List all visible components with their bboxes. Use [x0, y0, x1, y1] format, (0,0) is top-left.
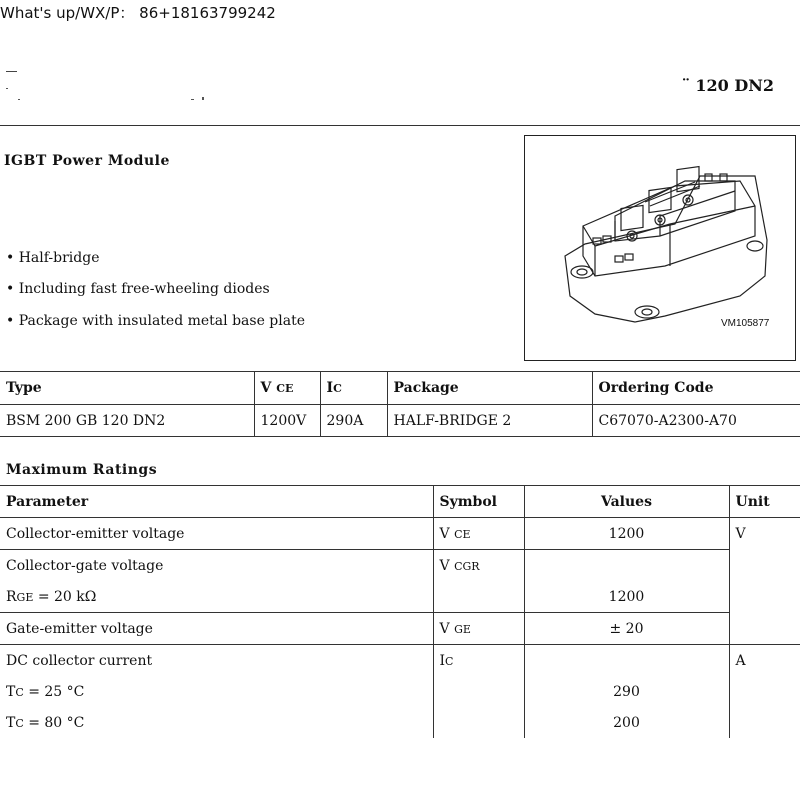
param-sub: GE	[16, 590, 34, 604]
unit-cell	[729, 707, 800, 738]
value-cell: 1200	[524, 518, 729, 550]
param-rest: = 20 kΩ	[33, 588, 97, 605]
symbol-main: I	[439, 652, 446, 669]
table-row	[0, 707, 800, 738]
cell-ordering-code: C67070-A2300-A70	[592, 405, 800, 437]
symbol-main: V	[439, 525, 450, 542]
param-rest: = 25 °C	[23, 683, 85, 700]
igbt-module-drawing	[525, 136, 795, 360]
col-ordering-code: Ordering Code	[592, 372, 800, 405]
param-sub: C	[15, 685, 24, 699]
col-unit: Unit	[729, 486, 800, 518]
col-values: Values	[524, 486, 729, 518]
vce-main: V	[260, 380, 272, 396]
table-row	[0, 581, 800, 613]
symbol-cell	[433, 550, 524, 582]
col-symbol: Symbol	[433, 486, 524, 518]
module-image	[524, 135, 796, 361]
col-package: Package	[387, 372, 592, 405]
cell-vce: 1200V	[254, 405, 320, 437]
symbol-main: V	[439, 620, 450, 637]
contact-watermark: What's up/WX/P： 86+18163799242	[0, 4, 276, 22]
table-row	[0, 676, 800, 707]
symbol-cell	[433, 581, 524, 613]
symbol-sub: CE	[454, 527, 471, 541]
param-main: T	[6, 683, 16, 700]
unit-cell	[729, 550, 800, 582]
param-cell	[0, 676, 433, 707]
symbol-cell	[433, 676, 524, 707]
max-ratings-heading: Maximum Ratings	[6, 462, 158, 478]
unit-cell	[729, 581, 800, 613]
product-heading: IGBT Power Module	[4, 153, 170, 169]
unit-cell	[729, 613, 800, 645]
table-row	[0, 518, 800, 550]
value-cell: 1200	[524, 581, 729, 613]
ic-main: I	[326, 380, 334, 396]
param-main: T	[6, 714, 16, 731]
param-cell: DC collector current	[6, 652, 153, 669]
symbol-sub: GE	[454, 622, 471, 636]
unit-cell: A	[729, 645, 800, 677]
value-cell: 200	[524, 707, 729, 738]
param-cell	[0, 581, 433, 613]
symbol-main: V	[439, 557, 450, 574]
symbol-cell	[433, 645, 524, 677]
table-row	[0, 405, 800, 437]
scan-artifacts	[0, 0, 300, 110]
col-ic	[320, 372, 387, 405]
part-number-title: ̈ 120 DN2	[689, 76, 774, 95]
col-vce	[254, 372, 320, 405]
symbol-sub: C	[445, 654, 454, 668]
image-label: VM105877	[721, 318, 770, 329]
vce-sub: CE	[276, 382, 294, 395]
unit-cell	[729, 676, 800, 707]
param-cell: Gate-emitter voltage	[0, 613, 433, 645]
unit-cell: V	[729, 518, 800, 550]
type-table	[0, 371, 800, 437]
param-sub: C	[15, 716, 24, 730]
table-row	[0, 645, 800, 677]
max-ratings-table	[0, 485, 800, 738]
feature-half-bridge: • Half-bridge	[6, 250, 100, 266]
table-row	[0, 550, 800, 582]
value-cell	[524, 550, 729, 582]
header-rule	[0, 125, 800, 126]
cell-package: HALF-BRIDGE 2	[387, 405, 592, 437]
param-cell: Collector-gate voltage	[6, 557, 164, 574]
max-ratings-header	[0, 486, 800, 518]
param-cell	[0, 707, 433, 738]
feature-diodes: • Including fast free-wheeling diodes	[6, 281, 270, 297]
value-cell: 290	[524, 676, 729, 707]
type-table-header	[0, 372, 800, 405]
feature-base-plate: • Package with insulated metal base plate	[6, 313, 305, 329]
cell-type: BSM 200 GB 120 DN2	[0, 405, 254, 437]
param-main: R	[6, 588, 17, 605]
cell-ic: 290A	[320, 405, 387, 437]
param-cell: Collector-emitter voltage	[0, 518, 433, 550]
value-cell	[524, 645, 729, 677]
table-row	[0, 613, 800, 645]
symbol-sub: CGR	[454, 559, 480, 573]
symbol-cell	[433, 613, 524, 645]
param-rest: = 80 °C	[23, 714, 85, 731]
col-type: Type	[0, 372, 254, 405]
value-cell: ± 20	[524, 613, 729, 645]
ic-sub: C	[333, 382, 342, 395]
symbol-cell	[433, 518, 524, 550]
symbol-cell	[433, 707, 524, 738]
col-parameter: Parameter	[0, 486, 433, 518]
